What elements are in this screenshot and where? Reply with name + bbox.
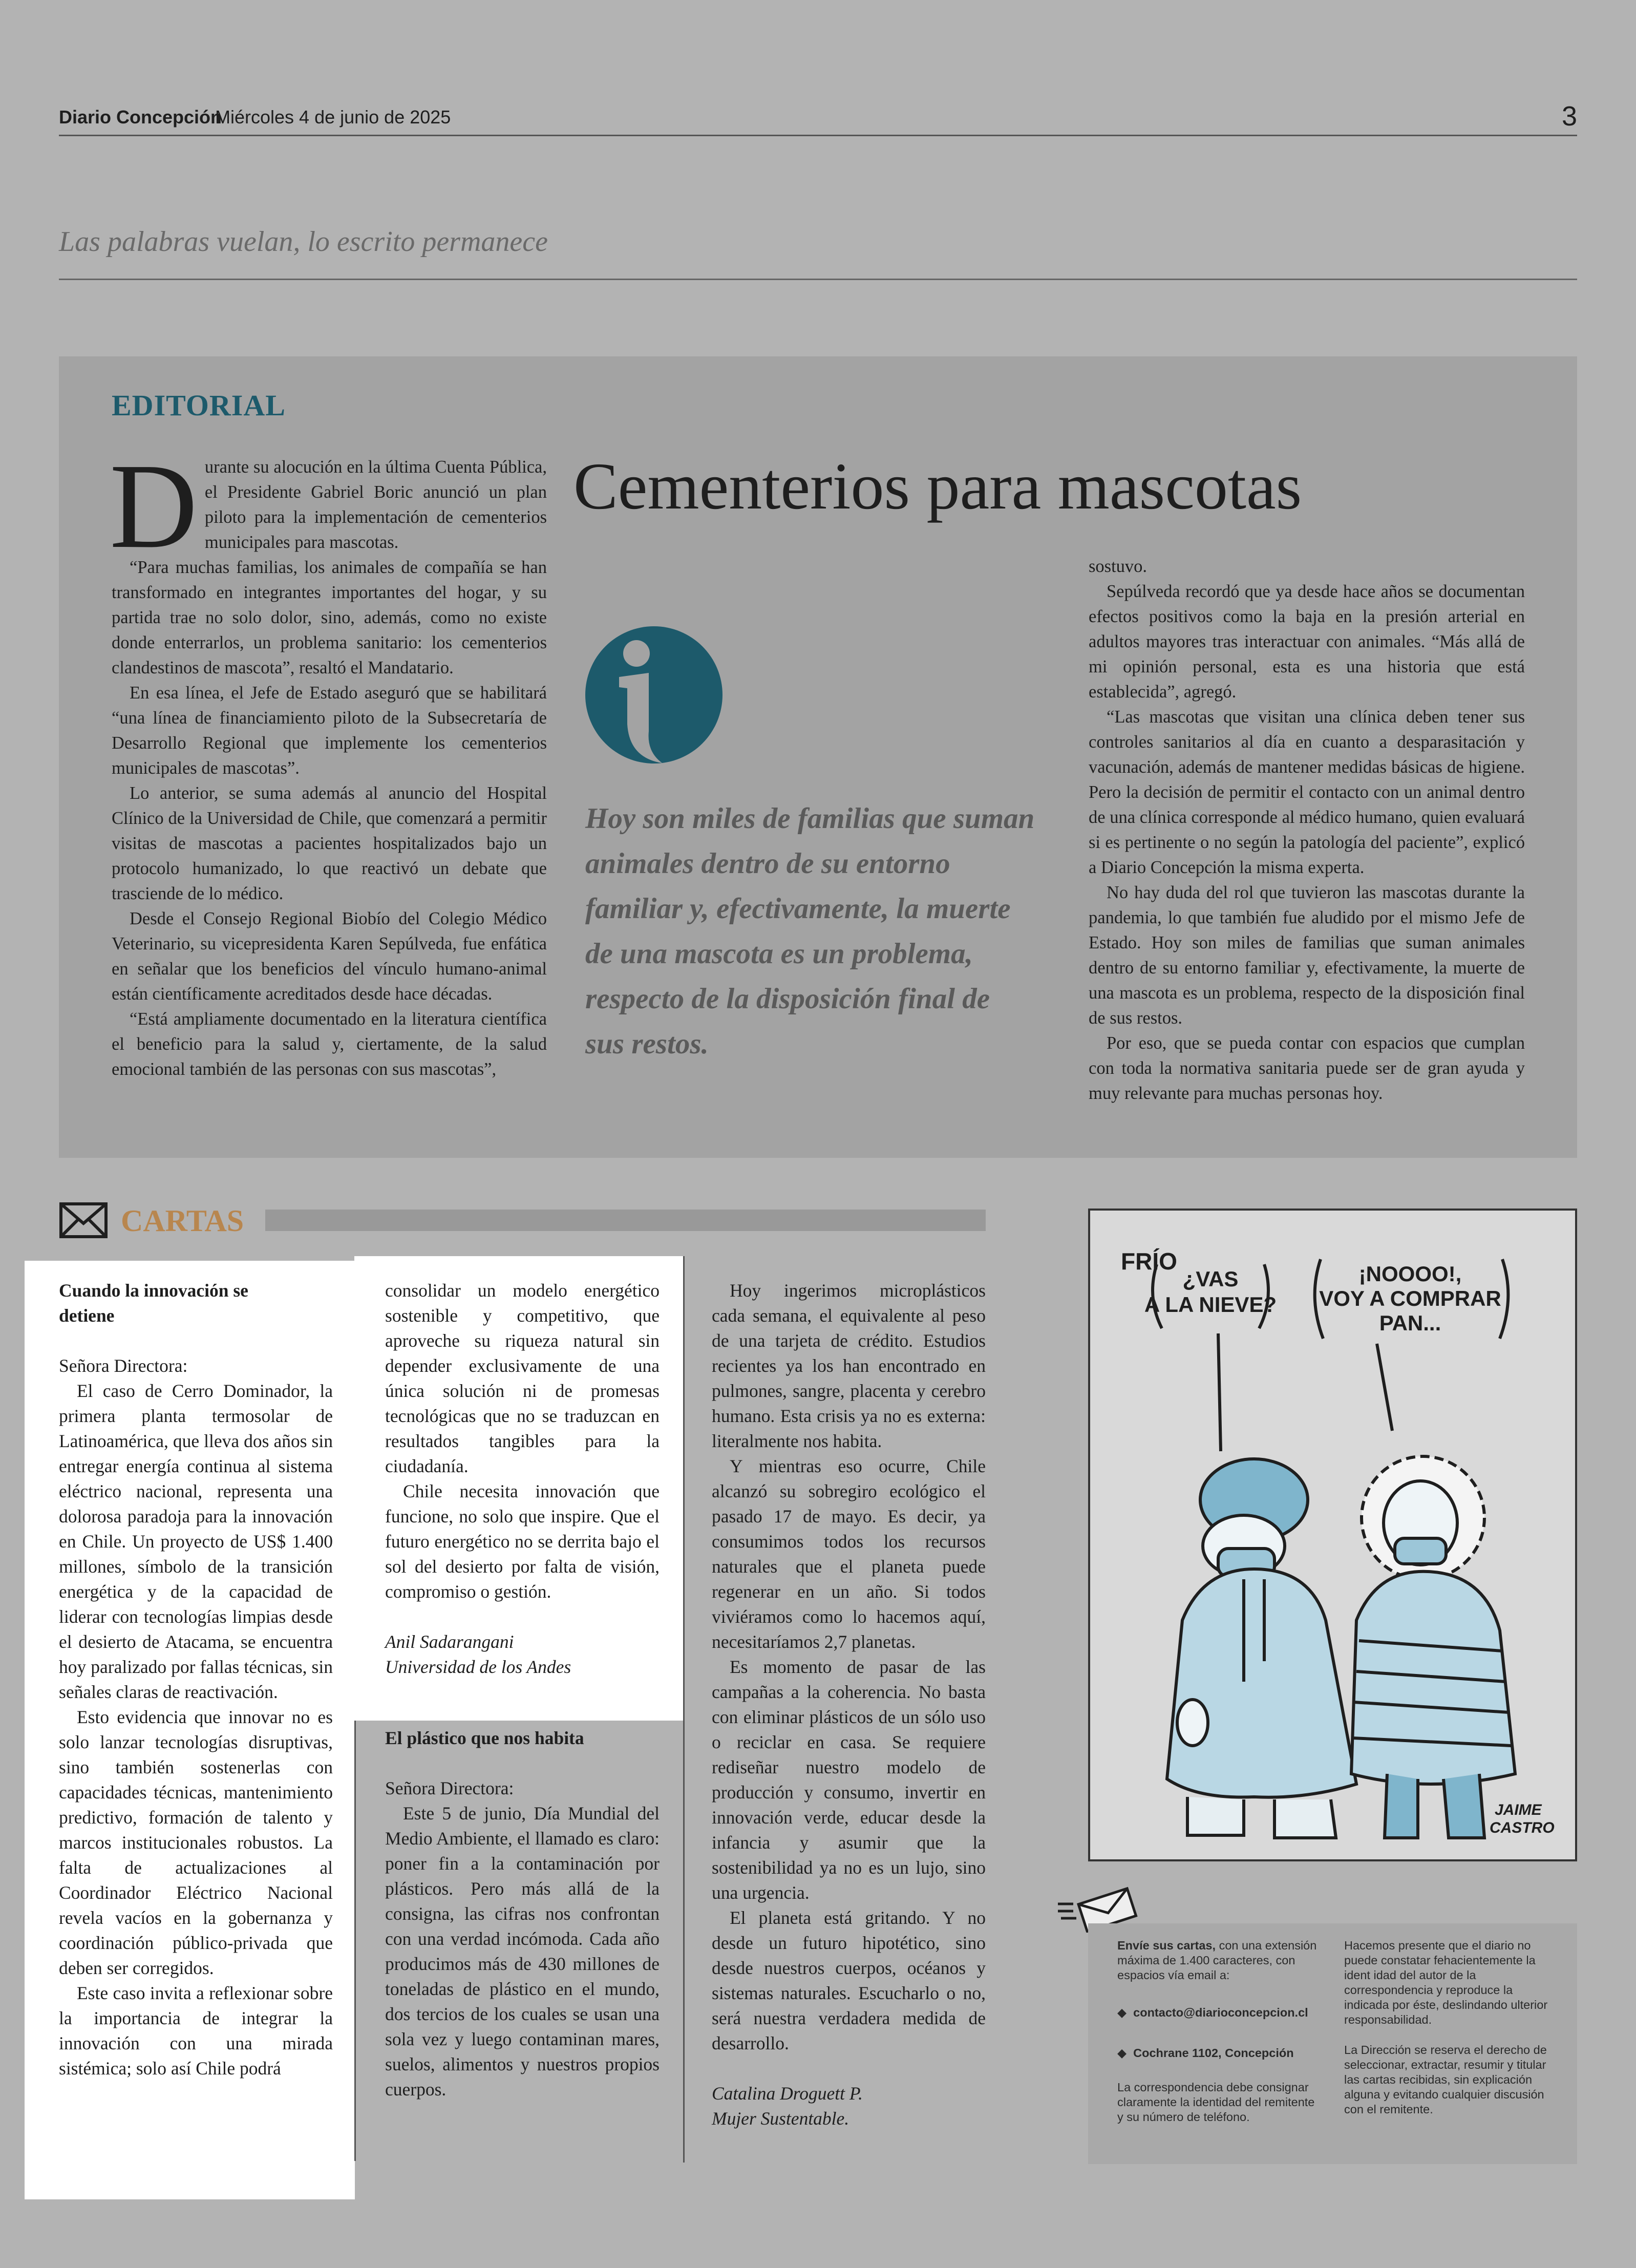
paper-name: Diario Concepción [59,107,222,128]
section-motto: Las palabras vuelan, lo escrito permanece [59,226,548,258]
contact-address: ◆ Cochrane 1102, Concepción [1117,2046,1294,2060]
cartas-header-bar [265,1210,986,1231]
letter-paragraph: Hoy ingerimos microplásticos cada semana, el equivalente al peso de una tarjeta de crédito. Estudios recientes ya los han encontrado en pulmones, sangre, placenta y cerebro humano. Esta crisis ya no es externa: literalmente nos habita. [712,1280,986,1451]
info-icon [585,624,723,766]
letter-author: Anil Sadarangani [385,1631,514,1652]
letter-paragraph: Esto evidencia que innovar no es solo lanzar tecnologías disruptivas, sino también sostenerlas con capacidades técnicas, mantenimiento predictivo, formación de talento y marcos institucionales robustos. La falta de actualizaciones al Coordinador Eléctrico Nacional revela vacíos en la gobernanza y coordinación público-privada que deben ser corregidos. [59,1707,333,1978]
diamond-bullet-icon: ◆ [1117,2046,1127,2060]
diamond-bullet-icon: ◆ [1117,2006,1127,2019]
editorial-paragraph: Desde el Consejo Regional Biobío del Colegio Médico Veterinario, su vicepresidenta Karen Sepúlveda, fue enfática en señalar que los beneficios del vínculo humano-animal están científicamente acreditados desde hace décadas. [112,909,547,1004]
bubble-2-line: PAN... [1379,1311,1441,1335]
letter-paragraph: Este caso invita a reflexionar sobre la importancia de integrar la innovación con una mirada sistémica; solo así Chile podrá [59,1983,333,2079]
disclaimer-text: La Dirección se reserva el derecho de seleccionar, extractar, resumir y titular las cartas recibidas, sin explicación alguna y evitando cualquier discusión con el remitente. [1344,2043,1547,2116]
letters-column-3 [712,1278,986,2131]
letter-salutation: Señora Directora: [59,1355,188,1376]
letter-paragraph: El planeta está gritando. Y no desde un futuro hipotético, sino desde nuestros cuerpos, océanos y sistemas naturales. Escucharlo o no, será nuestra verdadera medida de desarrollo. [712,1907,986,2053]
bubble-1-line: ¿VAS [1182,1267,1239,1291]
letter-affiliation: Universidad de los Andes [385,1657,571,1677]
disclaimer-text: Hacemos presente que el diario no puede constatar fehacientemente la ident idad del autor de la correspondencia y reproduce la indicada por éste, deslindando ulterior responsabilidad. [1344,1939,1548,2026]
submission-text: Envíe sus cartas, con una extensión máxima de 1.400 caracteres, con espacios vía email a: [1117,1939,1317,1982]
issue-date: Miércoles 4 de junio de 2025 [215,107,451,128]
editorial-paragraph: No hay duda del rol que tuvieron las mascotas durante la pandemia, lo que también fue aludido por el mismo Jefe de Estado. Hoy son miles de familias que suman animales dentro de su entorno familiar y, efectivamente, la muerte de una mascota es un problema, respecto de la disposición final de sus restos. [1089,883,1525,1028]
bubble-2-line: ¡NOOOO!, [1358,1262,1462,1286]
disclaimer [1344,1938,1554,2117]
letter-paragraph: consolidar un modelo energético sostenible y competitivo, que aproveche su riqueza natural sin depender exclusivamente de una única solución ni de promesas tecnológicas que no se traduzcan en resultados tangibles para la ciudadanía. [385,1280,660,1476]
motto-rule [59,279,1577,280]
editorial-paragraph: Sepúlveda recordó que ya desde hace años se documentan efectos positivos como la baja en la presión arterial en adultos mayores tras interactuar con animales. “Más allá de mi opinión personal, esta es una historia que está establecida”, agregó. [1089,582,1525,702]
editorial-paragraph: sostuvo. [1089,557,1148,576]
letter-title: El plástico que nos habita [385,1728,584,1748]
cartoon-woman [1351,1456,1515,1838]
cartoon-corner-text: FRÍO [1121,1248,1177,1275]
editorial-paragraph: “Las mascotas que visitan una clínica deben tener sus controles sanitarios al día en cuanto a desparasitación y vacunación, además de mantener medidas básicas de higiene. Pero la decisión de permitir el contacto con un animal dentro de una clínica corresponde al médico humano, quien evaluará si es pertinente o no según la patología del paciente”, explicó a Diario Concepción la misma experta. [1089,707,1525,877]
letters-column-2 [385,1278,660,2102]
letter-title: Cuando la innovación se detiene [59,1280,248,1326]
letter-paragraph: Este 5 de junio, Día Mundial del Medio Ambiente, el llamado es claro: poner fin a la contaminación por plásticos. Pero más allá de la consigna, las cifras nos confrontan con una verdad incómoda. Cada año producimos más de 430 millones de toneladas de plástico en el mundo, dos tercios de los cuales se usan una sola vez y luego contaminan mares, suelos, alimentos y nuestros propios cuerpos. [385,1803,660,2100]
column-rule [683,1256,685,2163]
cartoon-panel [1088,1209,1577,1861]
editorial-paragraph: Lo anterior, se suma además al anuncio del Hospital Clínico de la Universidad de Chile, que comenzará a permitir visitas de mascotas a pacientes hospitalizados bajo un protocolo humanizado, lo que reactivó un debate que trasciende de lo médico. [112,783,547,903]
submission-note: La correspondencia debe consignar claramente la identidad del remitente y su número de teléfono. [1117,2081,1315,2124]
cartoon-illustration [1090,1211,1575,1859]
editorial-column-3 [1089,554,1525,1106]
editorial-label: EDITORIAL [112,389,286,422]
bubble-2-tail [1377,1344,1392,1431]
editorial-paragraph: Por eso, que se pueda contar con espacios que cumplan con toda la normativa sanitaria puede ser de gran ayuda y muy relevante para muchas personas hoy. [1089,1033,1525,1103]
editorial-paragraph: Durante su alocución en la última Cuenta Pública, el Presidente Gabriel Boric anunció un plan piloto para la implementación de cementerios municipales para mascotas. [110,439,547,574]
page-number: 3 [1561,101,1577,132]
column-rule [354,1721,356,2161]
contact-email[interactable]: ◆ contacto@diarioconcepcion.cl [1117,2006,1308,2019]
bubble-1-tail [1218,1333,1221,1451]
header-rule [59,135,1577,136]
letter-paragraph: Es momento de pasar de las campañas a la coherencia. No basta con eliminar plásticos de un sólo uso o reciclar en casa. Se requiere rediseñar nuestro modelo de producción y consumo, invertir en innovación verde, educar desde la infancia y asumir que la sostenibilidad ya no es un lujo, sino una urgencia. [712,1657,986,1903]
editorial-paragraph: “Para muchas familias, los animales de compañía se han transformado en integrantes importantes del hogar, y su partida trae no solo dolor, sino, además, como no existe donde enterrarlos, un problema sanitario: los cementerios clandestinos de mascota”, resaltó el Mandatario. [112,558,547,677]
letters-column-1 [59,1278,333,2081]
cartoonist-signature: JAIME [1495,1801,1542,1818]
drop-cap: D [110,439,198,574]
letter-salutation: Señora Directora: [385,1778,514,1798]
letter-paragraph: El caso de Cerro Dominador, la primera planta termosolar de Latinoamérica, que lleva dos años sin entregar energía continua al sistema eléctrico nacional, representa una dolorosa paradoja para la innovación en Chile. Un proyecto de US$ 1.400 millones, símbolo de la transición energética y de la capacidad de liderar con tecnologías limpias desde el desierto de Atacama, se encuentra hoy paralizado por fallas técnicas, sin señales claras de reactivación. [59,1381,333,1702]
editorial-paragraph: “Está ampliamente documentado en la literatura científica el beneficio para la salud y, ciertamente, de la salud emocional también de las personas con sus mascotas”, [112,1009,547,1079]
submission-info [1117,1938,1317,2125]
letter-paragraph: Y mientras eso ocurre, Chile alcanzó su sobregiro ecológico el pasado 17 de mayo. Es decir, ya consumimos todos los recursos naturales que el planeta puede regenerar en un año. Si todos viviéramos como lo hacemos aquí, necesitaríamos 2,7 planetas. [712,1456,986,1652]
bubble-1-line: A LA NIEVE? [1144,1292,1277,1317]
cartoon-man [1167,1459,1356,1838]
envelope-icon [59,1202,108,1239]
pull-quote: Hoy son miles de familias que suman animales dentro de su entorno familiar y, efectivamente, la muerte de una mascota es un problema, respecto de la disposición final de sus restos. [585,802,1035,1060]
cartas-label: CARTAS [121,1204,244,1238]
cartoonist-signature: CASTRO [1490,1819,1555,1836]
bubble-2-line: VOY A COMPRAR [1319,1286,1501,1310]
letter-affiliation: Mujer Sustentable. [712,2108,849,2129]
letter-paragraph: Chile necesita innovación que funcione, no solo que inspire. Que el futuro energético no se derrita bajo el sol del desierto por falta de visión, compromiso o gestión. [385,1481,660,1602]
letter-author: Catalina Droguett P. [712,2083,863,2104]
editorial-column-1 [110,439,547,1082]
editorial-paragraph: En esa línea, el Jefe de Estado aseguró que se habilitará “una línea de financiamiento piloto de la Subsecretaría de Desarrollo Regional que implemente los cementerios municipales de mascotas”. [112,683,547,778]
editorial-title: Cementerios para mascotas [573,450,1302,523]
